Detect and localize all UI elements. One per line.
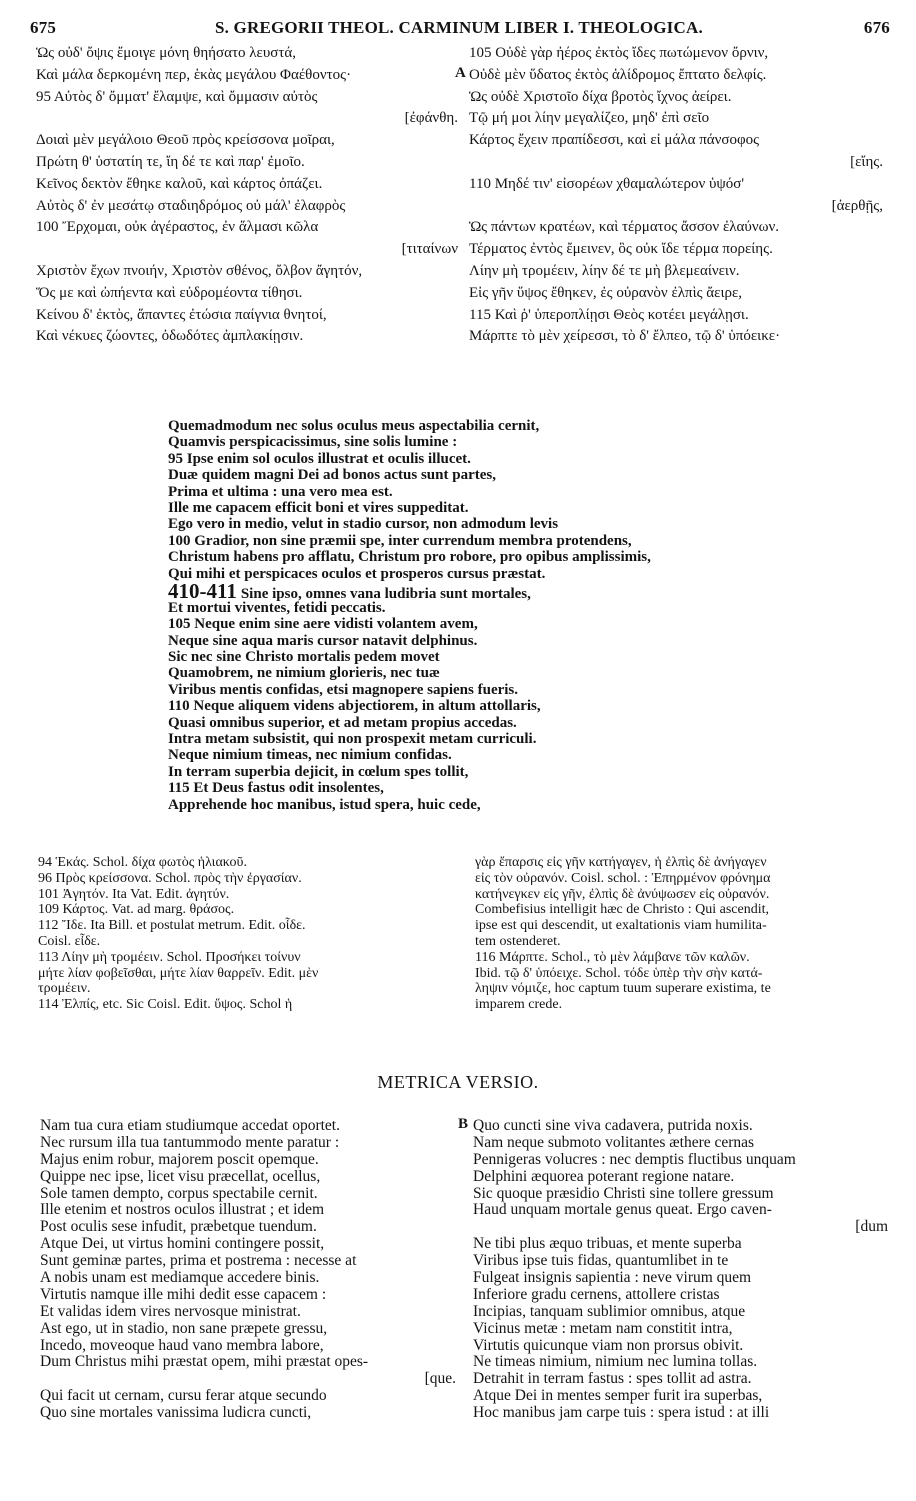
greek-line: Κείνου δ' ἐκτὸς, ἅπαντες ἐτώσια παίγνια θνητοί, (36, 306, 327, 323)
greek-line: Κάρτος ἔχειν πραπίδεσσι, καὶ εἰ μάλα πάνσοφος (469, 132, 760, 149)
footnote-line: Combefisius intelligit hæc de Christo : Qui ascendit, (475, 902, 769, 918)
greek-line: Ὡς οὐδὲ Χριστοῖο δίχα βροτὸς ἴχνος ἀείρει. (469, 88, 732, 105)
latin-line: 105 Neque enim sine aere vidisti volantem avem, (168, 616, 478, 633)
verse-line: Quo sine mortales vanissima ludicra cuncti, (40, 1404, 312, 1422)
greek-line: Τῷ μή μοι λίην μεγαλίζεο, μηδ' ἐπὶ σεῖο (469, 110, 710, 127)
greek-line-continuation: [εἴης. (850, 153, 883, 170)
latin-line: Quasi omnibus superior, et ad metam propius accedas. (168, 714, 517, 731)
verse-line-continuation: [dum (855, 1218, 888, 1236)
verse-line: Pennigeras volucres : nec demptis fluctibus unquam (473, 1150, 796, 1168)
footnote-line: 112 Ἴδε. Ita Bill. et postulat metrum. Edit. οἶδε. (38, 918, 306, 934)
greek-line: Κεῖνος δεκτὸν ἔθηκε καλοῦ, καὶ κάρτος ὀπάζει. (36, 175, 323, 192)
footnote-line: εἰς τὸν οὐρανόν. Coisl. schol. : Ἐπηρμένον φρόνημα (475, 870, 771, 886)
column-marker-b: B (458, 1116, 469, 1132)
latin-line: Quemadmodum nec solus oculus meus aspectabilia cernit, (168, 418, 540, 434)
footnotes-left (38, 855, 456, 1013)
latin-line: Neque nimium timeas, nec nimium confidas. (168, 747, 452, 764)
greek-line: 115 Καὶ ῥ' ὑπεροπλίῃσι Θεὸς κοτέει μεγάλῃσι. (469, 306, 749, 323)
footnotes-right (475, 855, 885, 1013)
latin-line: Quamobrem, ne nimium glorieris, nec tuæ (168, 665, 440, 682)
verse-line: Detrahit in terram fastus : spes tollit ad astra. (473, 1370, 752, 1388)
footnote-line: Ibid. τῷ δ' ὑπόειχε. Schol. τόδε ὑπὲρ τὴν σὴν κατά- (475, 965, 763, 981)
greek-column-right (469, 43, 883, 348)
latin-line: 115 Et Deus fastus odit insolentes, (168, 780, 384, 797)
footnote-line: κατήνεγκεν εἰς γῆν, ἐλπὶς δὲ ἀνύψωσεν εἰς οὐρανόν. (475, 886, 770, 902)
verse-line: Quippe nec ipse, licet visu præcellat, ocellus, (40, 1167, 321, 1185)
footnote-line: 101 Ἀγητόν. Ita Vat. Edit. ἀγητύν. (38, 886, 230, 902)
greek-line: Ὡς πάντων κρατέων, καὶ τέρματος ἄσσον ἐλαύνων. (469, 219, 780, 236)
verse-column-right (473, 1118, 888, 1422)
greek-line-continuation: [ἐφάνθη. (404, 110, 458, 127)
latin-line: Qui mihi et perspicaces oculos et prosperos cursus præstat. (168, 565, 546, 582)
verse-line: Sic quoque præsidio Christi sine tollere gressum (473, 1184, 774, 1202)
greek-line: 100 Ἔρχομαι, οὐκ ἀγέραστος, ἐν ἅλμασι κῶλα (36, 219, 319, 236)
verse-line: Incipias, tanquam sublimior omnibus, atque (473, 1302, 746, 1320)
greek-line: Οὐδὲ μὲν ὕδατος ἐκτὸς ἁλίδρομος ἔπτατο δελφίς. (469, 66, 767, 83)
page-number-right: 676 (863, 18, 890, 37)
verse-line: Ille etenim et nostros oculos illustrat ; et idem (40, 1201, 325, 1219)
latin-line: Prima et ultima : una vero mea est. (168, 483, 393, 500)
verse-line: Virtutis quicunque viam non prorsus obivit. (473, 1336, 744, 1354)
migne-column-number: 410-411 (168, 578, 237, 603)
latin-line: Neque sine aqua maris cursor natavit delphinus. (168, 632, 478, 649)
greek-line: 105 Οὐδὲ γὰρ ἠέρος ἐκτὸς ἴδες πωτώμενον ὄρνιν, (469, 45, 769, 61)
greek-column-left (36, 43, 458, 348)
verse-line: Nam neque submoto volitantes æthere cernas (473, 1133, 755, 1151)
verse-line: Ast ego, ut in stadio, non sane præpete gressu, (40, 1319, 328, 1337)
greek-line: Τέρματος ἐντὸς ἔμεινεν, ὃς οὐκ ἴδε τέρμα πορείης. (469, 241, 773, 258)
footnote-line: 116 Μάρπτε. Schol., τὸ μὲν λάμβανε τῶν καλῶν. (475, 949, 750, 965)
verse-line: Delphini æquorea poterant regione natare. (473, 1167, 735, 1185)
greek-line: Μάρπτε τὸ μὲν χείρεσσι, τὸ δ' ἔλπεο, τῷ δ' ὑπόεικε· (469, 328, 781, 345)
latin-line: In terram superbia dejicit, in cœlum spes tollit, (168, 763, 469, 780)
greek-line: Αὐτὸς δ' ἐν μεσάτῳ σταδιηδρόμος οὐ μάλ' ἐλαφρὸς (36, 197, 346, 214)
latin-line: Sic nec sine Christo mortalis pedem movet (168, 649, 440, 666)
greek-line: Χριστὸν ἔχων πνοιήν, Χριστὸν σθένος, ὄλβον ἄγητόν, (36, 262, 363, 279)
greek-line-continuation: [τιταίνων (401, 241, 458, 258)
verse-line: Qui facit ut cernam, cursu ferar atque secundo (40, 1387, 327, 1405)
footnote-line: tem ostenderet. (475, 933, 561, 949)
latin-translation (168, 418, 808, 813)
footnote-line: ipse est qui descendit, ut exaltationis viam humilita- (475, 918, 767, 934)
verse-line: Et validas idem vires nervosque ministrat. (40, 1302, 301, 1320)
footnote-line: Coisl. εἶδε. (38, 933, 101, 949)
verse-line: Dum Christus mihi præstat opem, mihi præstat opes- (40, 1353, 369, 1371)
verse-line: Atque Dei in mentes semper furit ira superbas, (473, 1387, 763, 1405)
latin-line: Apprehende hoc manibus, istud spera, huic cede, (168, 796, 481, 813)
latin-line: Ego vero in medio, velut in stadio cursor, non admodum levis (168, 516, 559, 533)
footnote-line: τρομέειν. (38, 981, 91, 997)
greek-line: Ὅς με καὶ ὠπήεντα καὶ εὐδρομέοντα τίθησι. (36, 284, 303, 301)
verse-line: Inferiore gradu cernens, attollere cristas (473, 1285, 720, 1303)
running-title: S. GREGORII THEOL. CARMINUM LIBER I. THEOLOGICA. (215, 18, 703, 37)
verse-line: Nam tua cura etiam studiumque accedat oportet. (40, 1117, 340, 1134)
greek-line: Πρώτη θ' ὑστατίη τε, ἴη δέ τε καὶ παρ' ἐμοῖο. (36, 153, 305, 170)
running-header (30, 18, 890, 44)
verse-line: Sunt geminæ partes, prima et postrema : necesse at (40, 1252, 357, 1270)
verse-line: Ne timeas nimium, nimium nec lumina tollas. (473, 1353, 758, 1371)
verse-line-continuation: [que. (424, 1370, 456, 1388)
section-heading: METRICA VERSIO. (377, 1072, 539, 1092)
greek-line: Καὶ νέκυες ζώοντες, ὀδωδότες ἀμπλακίῃσιν. (36, 328, 304, 345)
latin-line: Ille me capacem efficit boni et vires suppeditat. (168, 499, 469, 516)
verse-line: Haud unquam mortale genus queat. Ergo caven- (473, 1201, 772, 1219)
greek-line: Δοιαὶ μὲν μεγάλοιο Θεοῦ πρὸς κρείσσονα μοῖραι, (36, 132, 335, 149)
verse-line: Quo cuncti sine viva cadavera, putrida noxis. (473, 1117, 753, 1134)
verse-line: Ne tibi plus æquo tribuas, et mente superba (473, 1235, 742, 1253)
greek-line: 95 Αὐτὸς δ' ὄμματ' ἔλαμψε, καὶ ὄμμασιν αὐτὸς (36, 88, 318, 105)
latin-line: Duæ quidem magni Dei ad bonos actus sunt partes, (168, 467, 496, 484)
verse-line: Sole tamen dempto, corpus spectabile cernit. (40, 1184, 318, 1202)
latin-line: Et mortui viventes, fetidi peccatis. (168, 599, 386, 616)
verse-line: Incedo, moveoque haud vano membra labore, (40, 1336, 324, 1354)
verse-column-left (40, 1118, 456, 1422)
latin-line: Intra metam subsistit, qui non prospexit metam curriculi. (168, 731, 537, 748)
verse-line: Nec rursum illa tua tantummodo mente paratur : (40, 1133, 340, 1151)
latin-line: 95 Ipse enim sol oculos illustrat et oculis illucet. (168, 450, 471, 467)
latin-line-text: Sine ipso, omnes vana ludibria sunt mortales, (240, 585, 531, 602)
footnote-line: imparem crede. (475, 997, 563, 1013)
verse-line: A nobis unam est mediamque accedere binis. (40, 1269, 320, 1287)
latin-line-with-column-number (168, 578, 808, 603)
verse-line: Hoc manibus jam carpe tuis : spera istud : at illi (473, 1404, 770, 1422)
footnote-line: 114 Ἐλπίς, etc. Sic Coisl. Edit. ὕψος. Schol ἡ (38, 997, 293, 1013)
verse-line: Vicinus metæ : metam nam constitit intra, (473, 1319, 733, 1337)
footnote-line: μήτε λίαν φοβεῖσθαι, μήτε λίαν θαρρεῖν. Edit. μὲν (38, 965, 319, 981)
greek-line: Καὶ μάλα δερκομένη περ, ἑκὰς μεγάλου Φαέθοντος· (36, 66, 352, 83)
footnote-line: 96 Πρὸς κρείσσονα. Schol. πρὸς τὴν ἐργασίαν. (38, 870, 302, 886)
footnote-line: 94 Ἑκάς. Schol. δίχα φωτὸς ἡλιακοῦ. (38, 855, 247, 870)
footnote-line: ληψιν νόμιζε, hoc captum tuum superare existima, te (475, 981, 771, 997)
verse-line: Post oculis sese infudit, præbetque tuendum. (40, 1218, 317, 1236)
greek-line: Λίην μὴ τρομέειν, λίην δέ τε μὴ βλεμεαίνειν. (469, 262, 740, 279)
footnote-line: 113 Λίην μὴ τρομέειν. Schol. Προσήκει τοίνυν (38, 949, 301, 965)
footnote-line: γὰρ ἔπαρσις εἰς γῆν κατήγαγεν, ἡ ἐλπὶς δὲ ἀνήγαγεν (475, 855, 767, 870)
greek-line: 110 Μηδέ τιν' εἰσορέων χθαμαλώτερον ὑψόσ' (469, 175, 745, 192)
verse-line: Fulgeat insignis sapientia : neve virum quem (473, 1269, 752, 1287)
column-marker-a: A (455, 65, 466, 81)
greek-line: Ὡς οὐδ' ὄψις ἔμοιγε μόνη θηήσατο λευστά, (36, 45, 296, 61)
latin-line: Christum habens pro afflatu, Christum pro robore, pro opibus amplissimis, (168, 549, 651, 566)
verse-line: Viribus ipse tuis fidas, quantumlibet in te (473, 1252, 729, 1270)
latin-line: Viribus mentis confidas, etsi magnopere sapiens fueris. (168, 681, 519, 698)
latin-line: 110 Neque aliquem videns abjectiorem, in altum attollaris, (168, 698, 541, 715)
page-number-left: 675 (30, 18, 57, 37)
verse-line: Atque Dei, ut virtus homini contingere possit, (40, 1235, 325, 1253)
greek-line-continuation: [ἀερθῇς, (831, 197, 883, 214)
verse-line: Majus enim robur, majorem poscit opemque. (40, 1150, 319, 1168)
greek-line: Εἰς γῆν ὕψος ἔθηκεν, ἐς οὐρανὸν ἐλπὶς ἄειρε, (469, 284, 743, 301)
latin-line: Quamvis perspicacissimus, sine solis lumine : (168, 434, 458, 451)
verse-line: Virtutis namque ille mihi dedit esse capacem : (40, 1285, 327, 1303)
footnote-line: 109 Κάρτος. Vat. ad marg. θράσος. (38, 902, 235, 918)
latin-line: 100 Gradior, non sine præmii spe, inter currendum membra protendens, (168, 532, 632, 549)
